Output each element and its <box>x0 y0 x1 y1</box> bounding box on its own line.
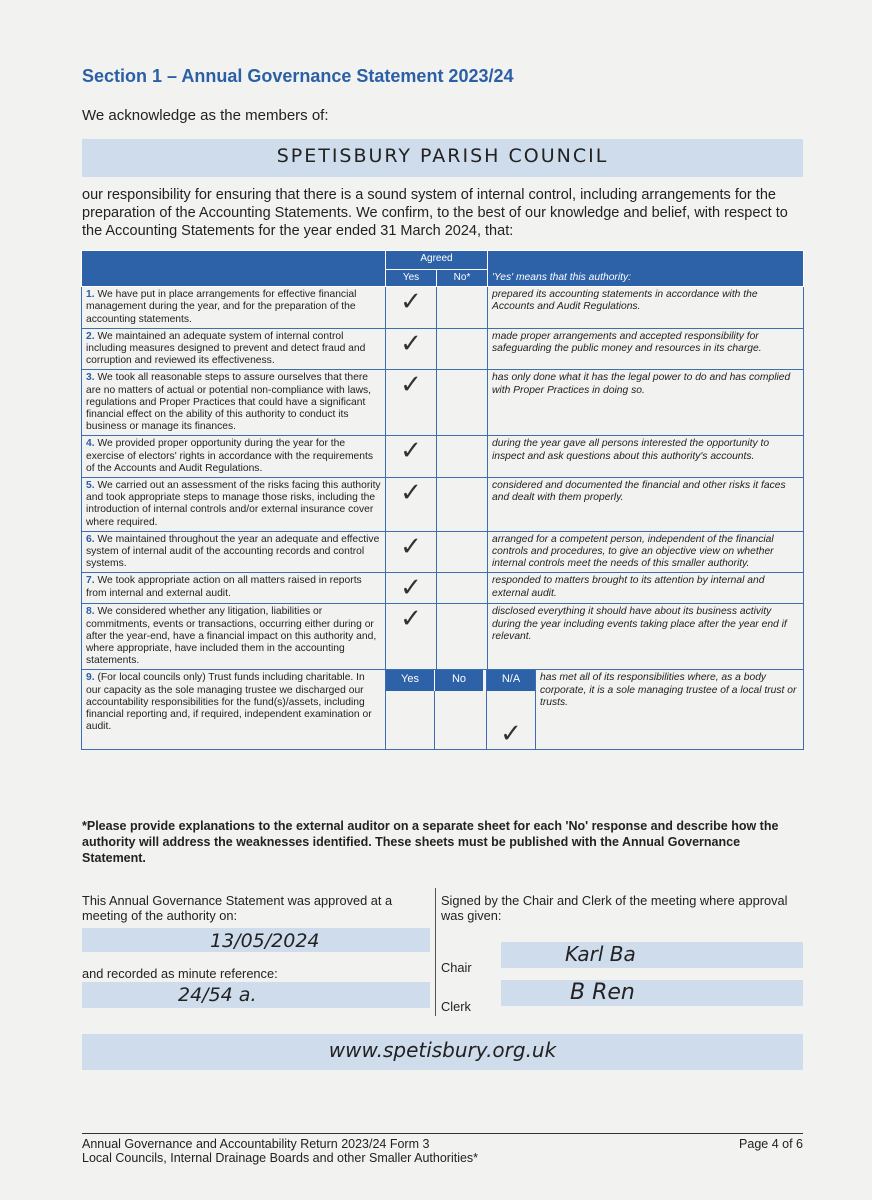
no-cell <box>437 478 488 532</box>
yes-cell <box>386 436 437 478</box>
divider <box>435 888 436 1016</box>
yes-cell <box>386 328 437 370</box>
table-row <box>82 370 804 436</box>
responsibility-text: our responsibility for ensuring that there is a sound system of internal control, including arrangements for the preparation of the Accounting Statements. We confirm, to the best of our knowledge and belief, with respect to the Accounting Statements for the year ended 31 March 2024, that: <box>82 187 788 239</box>
yes-header: Yes <box>386 270 437 287</box>
table-row <box>82 531 804 573</box>
response: prepared its accounting statements in accordance with the Accounts and Audit Regulations. <box>488 287 804 329</box>
yes-cell <box>386 370 437 436</box>
signed-text: Signed by the Chair and Clerk of the meeting where approval was given: <box>441 893 788 923</box>
acknowledge-text: We acknowledge as the members of: <box>82 107 329 124</box>
tick-mark: ✓ <box>400 478 422 509</box>
council-name: SPETISBURY PARISH COUNCIL <box>276 145 609 167</box>
table-row <box>82 287 804 329</box>
yes-cell <box>386 287 437 329</box>
yes-cell <box>386 604 437 670</box>
section-title: Section 1 – Annual Governance Statement 2023/24 <box>82 66 514 86</box>
tick-mark: ✓ <box>400 531 422 562</box>
no-cell <box>437 604 488 670</box>
no-cell <box>437 287 488 329</box>
clerk-label: Clerk <box>441 999 471 1014</box>
response: disclosed everything it should have about its business activity during the year including events taking place after the year end if relevant. <box>488 604 804 670</box>
no-cell <box>437 573 488 604</box>
no-cell <box>437 328 488 370</box>
governance-table <box>81 250 804 750</box>
page-number: Page 4 of 6 <box>739 1137 803 1151</box>
footer-rule <box>82 1133 803 1134</box>
trust-na-tick: ✓ <box>500 719 522 750</box>
trust-na-header: N/A <box>487 670 535 691</box>
table-row <box>82 573 804 604</box>
statement: 4. We provided proper opportunity during the year for the exercise of electors' rights in accordance with the requirements of the Accounts and Audit Regulations. <box>82 436 386 478</box>
table-row <box>82 436 804 478</box>
website-url: www.spetisbury.org.uk <box>328 1038 557 1062</box>
tick-mark: ✓ <box>400 287 422 318</box>
table-row <box>82 604 804 670</box>
chair-label: Chair <box>441 960 472 975</box>
chair-signature-field <box>501 942 803 968</box>
approval-date: 13/05/2024 <box>210 930 320 952</box>
trust-no-header: No <box>434 670 483 691</box>
tick-mark: ✓ <box>400 604 422 635</box>
tick-mark: ✓ <box>400 328 422 359</box>
yes-cell <box>386 573 437 604</box>
yes-cell <box>386 531 437 573</box>
yes-cell <box>386 478 437 532</box>
means-header: 'Yes' means that this authority: <box>488 270 804 287</box>
tick-mark: ✓ <box>400 436 422 467</box>
table-row <box>82 478 804 532</box>
response: made proper arrangements and accepted responsibility for safeguarding the public money and resources in its charge. <box>488 328 804 370</box>
explanation-note: *Please provide explanations to the external auditor on a separate sheet for each 'No' response and describe how the authority will address the weaknesses identified. These sheets must be published with the Annual Governance Statement. <box>82 819 779 865</box>
approved-text: This Annual Governance Statement was approved at a meeting of the authority on: <box>82 893 393 923</box>
clerk-signature-field <box>501 980 803 1006</box>
no-cell <box>437 531 488 573</box>
tick-mark: ✓ <box>400 573 422 604</box>
clerk-signature: B Ren <box>570 980 635 1005</box>
minute-ref: 24/54 a. <box>178 984 257 1006</box>
response: has only done what it has the legal power to do and has complied with Proper Practices in doing so. <box>488 370 804 436</box>
agreed-header: Agreed <box>386 251 488 270</box>
response: during the year gave all persons interested the opportunity to inspect and ask questions about this authority's accounts. <box>488 436 804 478</box>
no-cell <box>437 370 488 436</box>
statement: 7. We took appropriate action on all matters raised in reports from internal and external audit. <box>82 573 386 604</box>
statement: 2. We maintained an adequate system of internal control including measures designed to prevent and detect fraud and corruption and reviewed its effectiveness. <box>82 328 386 370</box>
statement: 6. We maintained throughout the year an adequate and effective system of internal audit of the accounting records and control systems. <box>82 531 386 573</box>
response: considered and documented the financial and other risks it faces and dealt with them properly. <box>488 478 804 532</box>
statement: 8. We considered whether any litigation, liabilities or commitments, events or transactions, occurring either during or after the year-end, have a financial impact on this authority and, where appropriate, have included them in the accounting statements. <box>82 604 386 670</box>
footer-text: Annual Governance and Accountability Return 2023/24 Form 3 Local Councils, Internal Drainage Boards and other Smaller Authorities* <box>82 1137 479 1165</box>
trust-yes-header: Yes <box>386 670 434 691</box>
response: responded to matters brought to its attention by internal and external audit. <box>488 573 804 604</box>
statement: 3. We took all reasonable steps to assure ourselves that there are no matters of actual or potential non-compliance with laws, regulations and Proper Practices that could have a significant financial effect on the ability of this authority to conduct its business or manage its finances. <box>82 370 386 436</box>
statement: 5. We carried out an assessment of the risks facing this authority and took appropriate steps to manage those risks, including the introduction of internal controls and/or external insurance cover where required. <box>82 478 386 532</box>
minute-text: and recorded as minute reference: <box>82 966 278 981</box>
chair-signature: Karl Ba <box>565 942 636 966</box>
tick-mark: ✓ <box>400 370 422 401</box>
no-header: No* <box>437 270 488 287</box>
response: arranged for a competent person, independent of the financial controls and procedures, to give an objective view on whether internal controls meet the needs of this smaller authority. <box>488 531 804 573</box>
statement-9: 9. (For local councils only) Trust funds including charitable. In our capacity as the sole managing trustee we discharged our accountability responsibilities for the fund(s)/assets, including financial reporting and, if required, independent examination or audit. <box>82 670 386 750</box>
response-9: has met all of its responsibilities where, as a body corporate, it is a sole managing trustee of a local trust or trusts. <box>540 672 797 708</box>
no-cell <box>437 436 488 478</box>
table-row <box>82 328 804 370</box>
statement: 1. We have put in place arrangements for effective financial management during the year, and for the preparation of the accounting statements. <box>82 287 386 329</box>
